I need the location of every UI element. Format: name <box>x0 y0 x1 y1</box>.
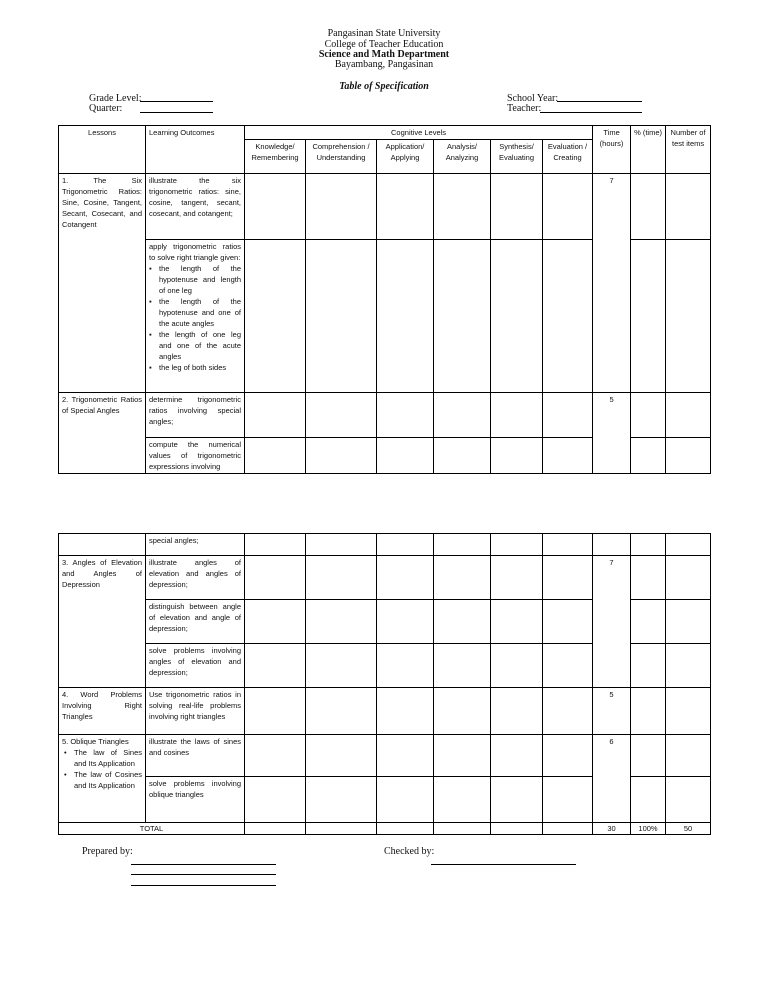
lesson-1-outcome-2 <box>146 240 245 393</box>
table-cell[interactable] <box>543 534 593 556</box>
lesson-2-time: 5 <box>593 393 631 474</box>
checked-by-label: Checked by: <box>384 846 435 857</box>
table-cell[interactable] <box>491 688 543 735</box>
table-cell[interactable] <box>434 735 491 777</box>
quarter-label: Quarter: <box>89 103 123 114</box>
specification-table-page-2 <box>58 533 711 835</box>
lesson-4-cell: 4. Word Problems Involving Right Triangles <box>59 688 146 735</box>
table-cell[interactable] <box>306 240 377 393</box>
table-cell[interactable] <box>491 174 543 240</box>
table-cell[interactable] <box>666 556 711 600</box>
analysis-header: Analysis/ Analyzing <box>434 140 491 174</box>
table-cell[interactable] <box>631 174 666 240</box>
table-cell[interactable] <box>593 534 631 556</box>
table-cell[interactable] <box>543 174 593 240</box>
table-cell[interactable] <box>245 735 306 777</box>
table-cell[interactable] <box>245 240 306 393</box>
outcome-2-intro: apply trigonometric ratios to solve right triangle given: <box>149 242 241 262</box>
percent-header: % (time) <box>631 126 666 174</box>
table-cell[interactable] <box>306 644 377 688</box>
lesson-3-cell: 3. Angles of Elevation and Angles of Depression <box>59 556 146 688</box>
total-percent: 100% <box>631 823 666 835</box>
table-cell[interactable] <box>543 438 593 474</box>
table-cell[interactable] <box>245 823 306 835</box>
lesson-2-outcome-2-continued: special angles; <box>146 534 245 556</box>
table-cell[interactable] <box>377 174 434 240</box>
table-cell[interactable] <box>631 688 666 735</box>
prepared-by-signature-line-3[interactable] <box>131 885 276 886</box>
lesson-1-time: 7 <box>593 174 631 393</box>
list-item: • The law of Cosines and Its Application <box>74 769 142 791</box>
table-cell[interactable] <box>491 735 543 777</box>
table-cell[interactable] <box>666 644 711 688</box>
table-cell[interactable] <box>377 688 434 735</box>
table-cell[interactable] <box>306 823 377 835</box>
table-cell[interactable] <box>377 534 434 556</box>
table-cell[interactable] <box>434 393 491 438</box>
table-cell[interactable] <box>543 556 593 600</box>
college-name: College of Teacher Education <box>324 39 444 50</box>
table-cell[interactable] <box>666 393 711 438</box>
table-cell[interactable] <box>377 823 434 835</box>
table-cell[interactable] <box>377 600 434 644</box>
lesson-5-cell <box>59 735 146 823</box>
table-cell[interactable] <box>245 688 306 735</box>
list-item: • The law of Sines and Its Application <box>74 747 142 769</box>
school-year-label: School Year: <box>507 93 559 104</box>
table-cell[interactable] <box>666 688 711 735</box>
grade-level-field[interactable] <box>140 101 213 102</box>
table-cell[interactable] <box>377 556 434 600</box>
lesson-2-cell: 2. Trigonometric Ratios of Special Angles <box>59 393 146 474</box>
list-item: ▪ the leg of both sides <box>159 362 241 373</box>
table-cell[interactable] <box>434 777 491 823</box>
university-name: Pangasinan State University <box>327 28 441 39</box>
table-cell[interactable] <box>434 534 491 556</box>
table-cell[interactable] <box>377 735 434 777</box>
location: Bayambang, Pangasinan <box>334 59 434 70</box>
lesson-3-time: 7 <box>593 556 631 688</box>
table-cell[interactable] <box>631 735 666 777</box>
cognitive-levels-header: Cognitive Levels <box>245 126 593 140</box>
table-cell[interactable] <box>666 735 711 777</box>
table-cell[interactable] <box>543 240 593 393</box>
table-cell[interactable] <box>543 688 593 735</box>
lesson-5-title: 5. Oblique Triangles <box>62 737 129 746</box>
table-cell[interactable] <box>59 534 146 556</box>
lesson-4-outcome-1: Use trigonometric ratios in solving real-life problems involving right triangles <box>146 688 245 735</box>
quarter-field[interactable] <box>140 112 213 113</box>
checked-by-signature-line[interactable] <box>431 864 576 865</box>
table-cell[interactable] <box>434 688 491 735</box>
table-cell[interactable] <box>434 644 491 688</box>
table-cell[interactable] <box>631 534 666 556</box>
table-cell[interactable] <box>306 393 377 438</box>
department-name: Science and Math Department <box>318 49 450 60</box>
lesson-5-outcome-1: illustrate the laws of sines and cosines <box>146 735 245 777</box>
table-cell[interactable] <box>543 644 593 688</box>
table-cell[interactable] <box>306 174 377 240</box>
table-cell[interactable] <box>491 438 543 474</box>
lesson-3-outcome-1: illustrate angles of elevation and angles of depression; <box>146 556 245 600</box>
table-cell[interactable] <box>666 600 711 644</box>
lesson-1-outcome-1: illustrate the six trigonometric ratios: sine, cosine, tangent, secant, cosecant, and cotangent; <box>146 174 245 240</box>
table-cell[interactable] <box>306 438 377 474</box>
school-year-field[interactable] <box>557 101 642 102</box>
document-title: Table of Specification <box>339 81 429 92</box>
table-cell[interactable] <box>434 600 491 644</box>
table-cell[interactable] <box>491 823 543 835</box>
table-cell[interactable] <box>306 600 377 644</box>
table-cell[interactable] <box>434 438 491 474</box>
table-cell[interactable] <box>491 644 543 688</box>
list-item: ▪ the length of one leg and one of the acute angles <box>159 329 241 362</box>
table-cell[interactable] <box>491 600 543 644</box>
table-cell[interactable] <box>306 735 377 777</box>
table-cell[interactable] <box>245 600 306 644</box>
table-cell[interactable] <box>631 644 666 688</box>
table-cell[interactable] <box>666 534 711 556</box>
table-cell[interactable] <box>631 600 666 644</box>
table-cell[interactable] <box>631 556 666 600</box>
table-cell[interactable] <box>377 438 434 474</box>
table-cell[interactable] <box>306 777 377 823</box>
prepared-by-label: Prepared by: <box>82 846 133 857</box>
table-cell[interactable] <box>666 174 711 240</box>
table-cell[interactable] <box>491 556 543 600</box>
lesson-2-outcome-2: compute the numerical values of trigonometric expressions involving <box>146 438 245 474</box>
table-cell[interactable] <box>377 644 434 688</box>
table-cell[interactable] <box>631 438 666 474</box>
total-label: TOTAL <box>59 823 245 835</box>
table-cell[interactable] <box>666 240 711 393</box>
lesson-5-time: 6 <box>593 735 631 823</box>
table-cell[interactable] <box>631 240 666 393</box>
list-item: ▪ the length of the hypotenuse and one of the acute angles <box>159 296 241 329</box>
table-cell[interactable] <box>306 688 377 735</box>
table-cell[interactable] <box>377 240 434 393</box>
table-cell[interactable] <box>491 240 543 393</box>
table-cell[interactable] <box>543 823 593 835</box>
lesson-4-time: 5 <box>593 688 631 735</box>
lesson-3-outcome-2: distinguish between angle of elevation and angle of depression; <box>146 600 245 644</box>
table-cell[interactable] <box>245 534 306 556</box>
table-cell[interactable] <box>666 777 711 823</box>
lesson-1-cell: 1. The Six Trigonometric Ratios: Sine, Cosine, Tangent, Secant, Cosecant, and Cotangent <box>59 174 146 393</box>
table-cell[interactable] <box>491 534 543 556</box>
table-cell[interactable] <box>245 644 306 688</box>
table-cell[interactable] <box>377 393 434 438</box>
table-cell[interactable] <box>306 534 377 556</box>
application-header: Application/ Applying <box>377 140 434 174</box>
table-cell[interactable] <box>543 777 593 823</box>
table-cell[interactable] <box>377 777 434 823</box>
table-cell[interactable] <box>491 393 543 438</box>
test-items-header: Number of test items <box>666 126 711 174</box>
teacher-field[interactable] <box>540 112 642 113</box>
table-cell[interactable] <box>434 823 491 835</box>
table-cell[interactable] <box>434 174 491 240</box>
table-cell[interactable] <box>543 393 593 438</box>
teacher-label: Teacher: <box>507 103 542 114</box>
lessons-header: Lessons <box>59 126 146 174</box>
table-cell[interactable] <box>543 600 593 644</box>
table-cell[interactable] <box>434 556 491 600</box>
list-item: ▪ the length of the hypotenuse and length of one leg <box>159 263 241 296</box>
table-cell[interactable] <box>245 777 306 823</box>
synthesis-header: Synthesis/ Evaluating <box>491 140 543 174</box>
table-cell[interactable] <box>631 393 666 438</box>
table-cell[interactable] <box>491 777 543 823</box>
table-cell[interactable] <box>245 174 306 240</box>
grade-level-label: Grade Level: <box>89 93 142 104</box>
comprehension-header: Comprehension / Understanding <box>306 140 377 174</box>
table-cell[interactable] <box>543 735 593 777</box>
knowledge-header: Knowledge/ Remembering <box>245 140 306 174</box>
specification-table-page-1 <box>58 125 711 474</box>
table-cell[interactable] <box>434 240 491 393</box>
lesson-5-outcome-2: solve problems involving oblique triangles <box>146 777 245 823</box>
table-cell[interactable] <box>245 393 306 438</box>
table-cell[interactable] <box>245 556 306 600</box>
table-cell[interactable] <box>245 438 306 474</box>
prepared-by-signature-line-2[interactable] <box>131 874 276 875</box>
table-cell[interactable] <box>631 777 666 823</box>
learning-outcomes-header: Learning Outcomes <box>146 126 245 174</box>
total-time: 30 <box>593 823 631 835</box>
lesson-2-outcome-1: determine trigonometric ratios involving special angles; <box>146 393 245 438</box>
prepared-by-signature-line-1[interactable] <box>131 864 276 865</box>
evaluation-header: Evaluation / Creating <box>543 140 593 174</box>
total-items: 50 <box>666 823 711 835</box>
table-cell[interactable] <box>306 556 377 600</box>
table-cell[interactable] <box>666 438 711 474</box>
time-header: Time (hours) <box>593 126 631 174</box>
lesson-3-outcome-3: solve problems involving angles of elevation and depression; <box>146 644 245 688</box>
